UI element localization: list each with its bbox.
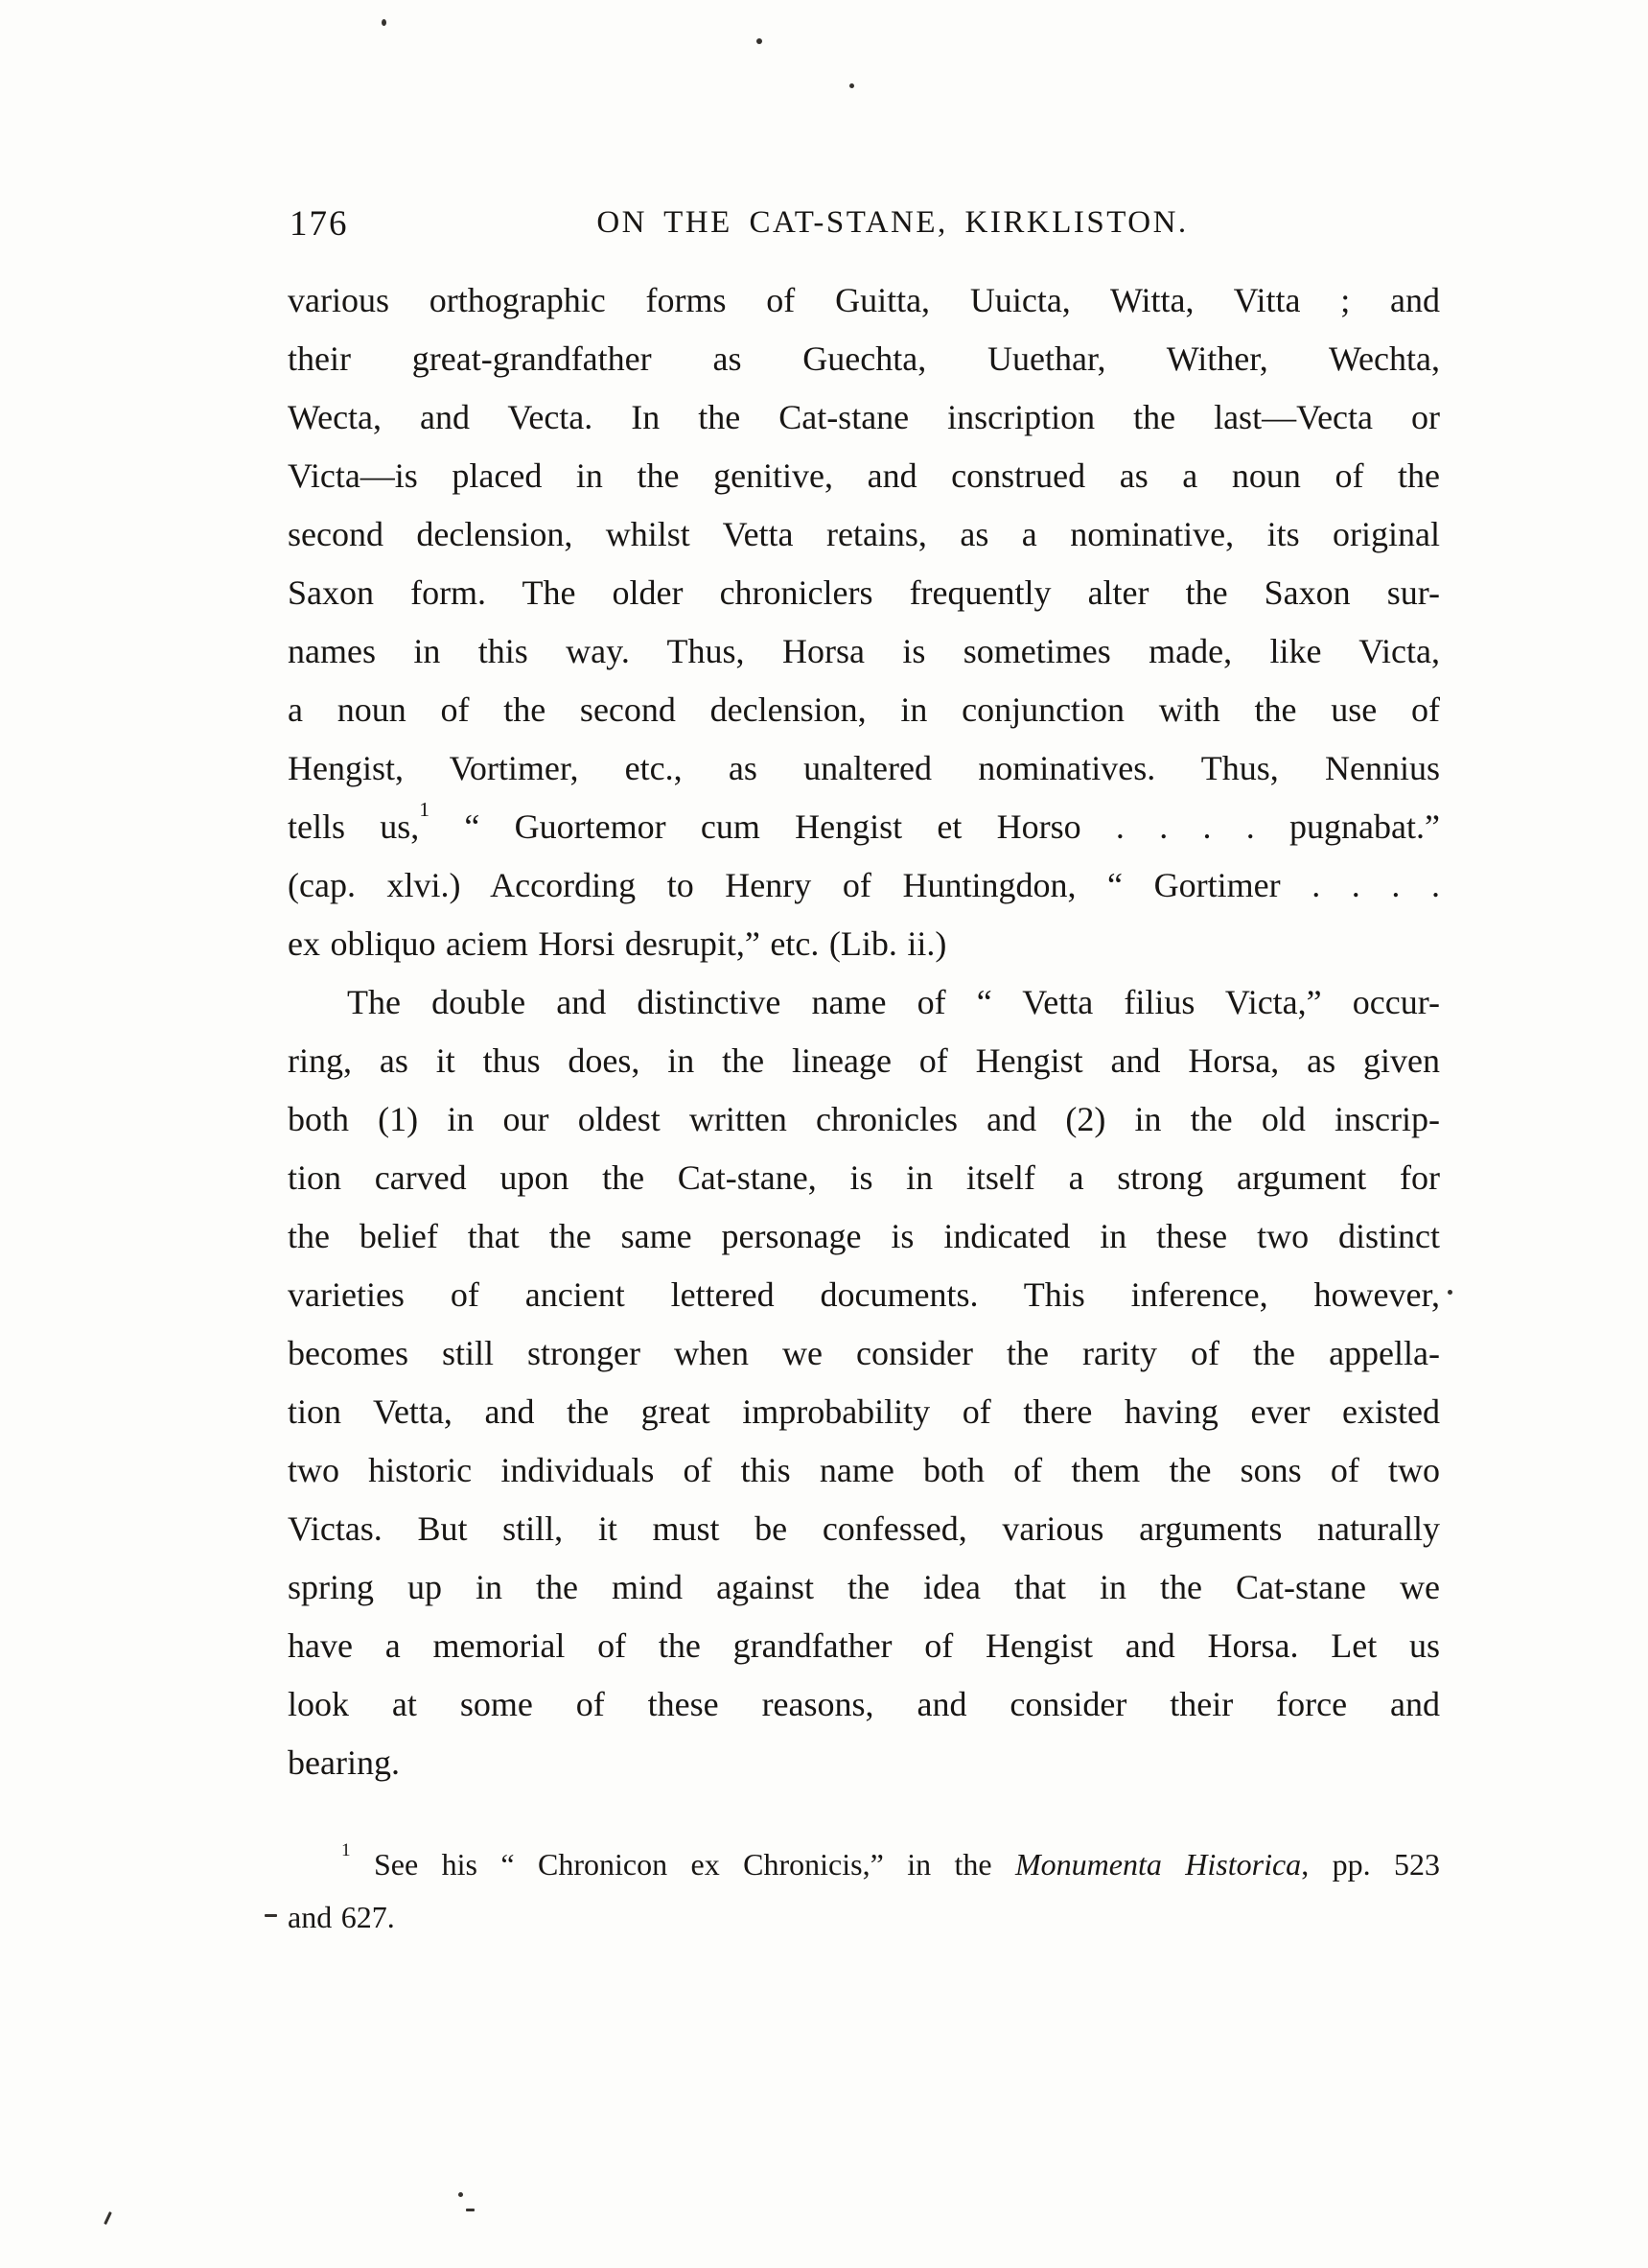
text-line: bearing. (288, 1743, 400, 1782)
footnote (288, 1838, 1440, 1944)
scan-speck (849, 83, 854, 88)
text-line: becomes still stronger when we consider the rarity of the appella- (288, 1334, 1440, 1372)
scan-speck (466, 2209, 475, 2211)
text-line: tells us,$^1$ “ Guortemor cum Hengist et Horso . . . . pugnabat.” (288, 798, 1440, 846)
text-line: Victas. But still, it must be confessed, various arguments naturally (288, 1509, 1440, 1548)
scan-speck (458, 2192, 463, 2197)
text-line: look at some of these reasons, and consider their force and (288, 1685, 1440, 1723)
text-line: Saxon form. The older chroniclers frequently alter the Saxon sur- (288, 573, 1440, 612)
text-line: have a memorial of the grandfather of Hengist and Horsa. Let us (288, 1626, 1440, 1665)
scan-speck (265, 1914, 277, 1917)
text-line: ex obliquo aciem Horsi desrupit,” etc. (Lib. ii.) (288, 924, 947, 963)
text-line: Hengist, Vortimer, etc., as unaltered nominatives. Thus, Nennius (288, 749, 1440, 787)
text-line: the belief that the same personage is indicated in these two distinct (288, 1217, 1440, 1255)
text-line: and 627. (288, 1900, 395, 1934)
text-line: tion Vetta, and the great improbability of there having ever existed (288, 1392, 1440, 1431)
text-line: their great-grandfather as Guechta, Uuethar, Wither, Wechta, (288, 339, 1440, 378)
text-line: a noun of the second declension, in conjunction with the use of (288, 690, 1440, 729)
text-line: ring, as it thus does, in the lineage of Hengist and Horsa, as given (288, 1041, 1440, 1080)
text-line: spring up in the mind against the idea that in the Cat-stane we (288, 1568, 1440, 1606)
scan-speck (756, 38, 762, 44)
page-body (288, 271, 1440, 1792)
text-line: (cap. xlvi.) According to Henry of Huntingdon, “ Gortimer . . . . (288, 866, 1440, 904)
scan-speck (104, 2211, 112, 2225)
scan-speck (1448, 1290, 1452, 1295)
page-header (288, 201, 1440, 246)
scan-speck (382, 19, 386, 26)
paragraph-2 (288, 973, 1440, 1792)
text-line: second declension, whilst Vetta retains, as a nominative, its original (288, 515, 1440, 553)
text-line: $^1$ See his “ Chronicon ex Chronicis,” in the Monumenta Historica, pp. 523 (341, 1839, 1441, 1882)
running-title: ON THE CAT-STANE, KIRKLISTON. (596, 205, 1189, 240)
paragraph-1 (288, 271, 1440, 973)
text-line: two historic individuals of this name both of them the sons of two (288, 1451, 1440, 1489)
text-line: various orthographic forms of Guitta, Uuicta, Witta, Vitta ; and (288, 281, 1440, 319)
text-line: both (1) in our oldest written chronicles and (2) in the old inscrip- (288, 1100, 1440, 1138)
text-line: Wecta, and Vecta. In the Cat-stane inscription the last—Vecta or (288, 398, 1440, 436)
text-line: names in this way. Thus, Horsa is sometimes made, like Victa, (288, 632, 1440, 670)
text-line: Victa—is placed in the genitive, and construed as a noun of the (288, 456, 1440, 495)
text-line: varieties of ancient lettered documents. This inference, however, (288, 1275, 1440, 1314)
text-line: The double and distinctive name of “ Vetta filius Victa,” occur- (347, 983, 1440, 1021)
page-number: 176 (290, 204, 349, 244)
text-line: tion carved upon the Cat-stane, is in itself a strong argument for (288, 1158, 1440, 1197)
